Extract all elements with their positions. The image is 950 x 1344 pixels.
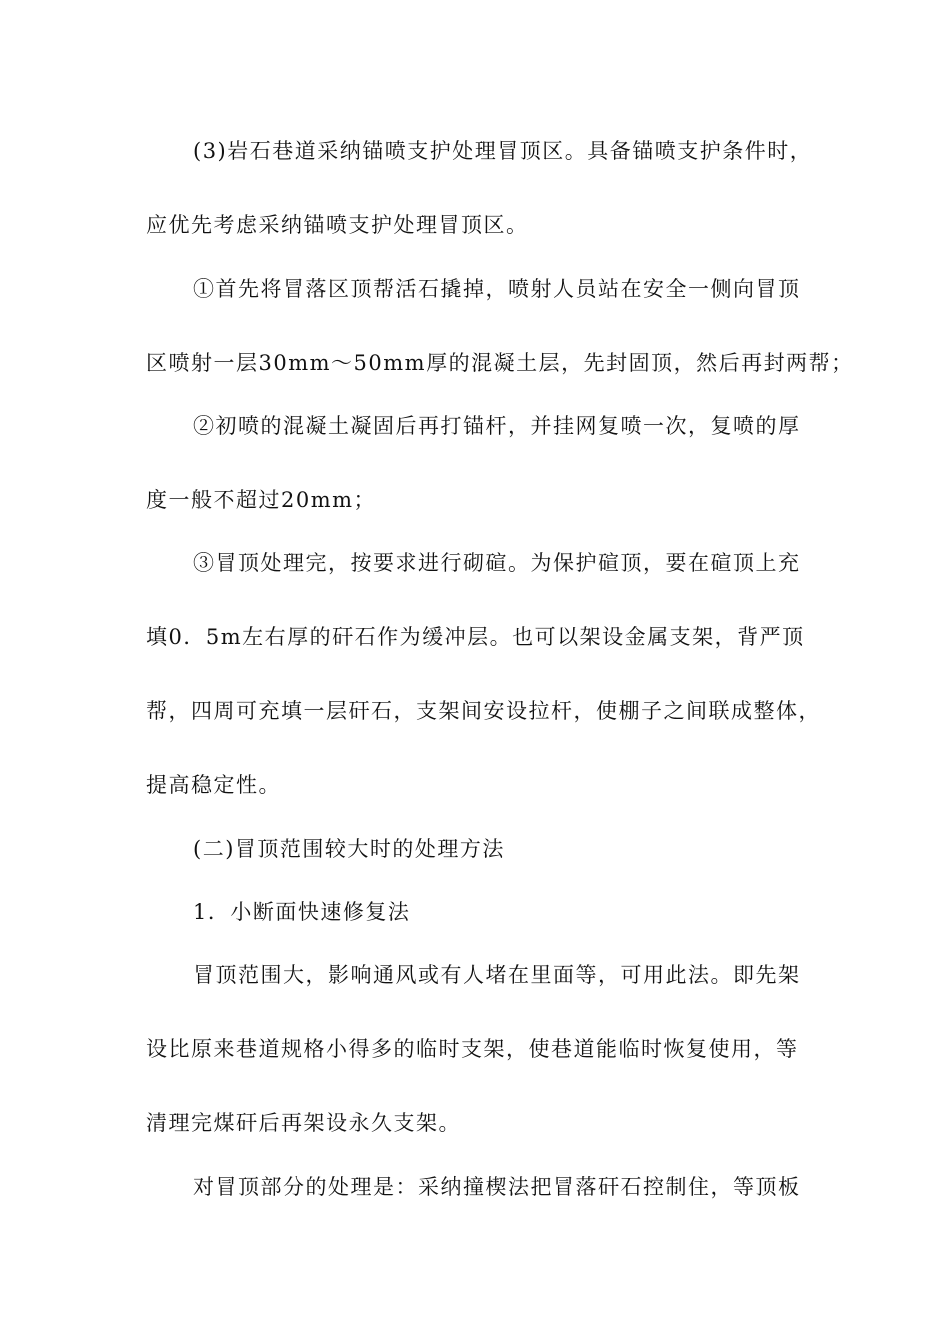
section-heading: (二)冒顶范围较大时的处理方法 <box>193 837 505 861</box>
text-line: ②初喷的混凝土凝固后再打锚杆，并挂网复喷一次，复喷的厚 <box>193 414 801 438</box>
text-line: 帮，四周可充填一层矸石，支架间安设拉杆，使棚子之间联成整体， <box>146 699 821 723</box>
text-line: ③冒顶处理完，按要求进行砌碹。为保护碹顶，要在碹顶上充 <box>193 551 801 575</box>
text-line: 冒顶范围大，影响通风或有人堵在里面等，可用此法。即先架 <box>193 963 801 987</box>
text-line: 设比原来巷道规格小得多的临时支架，使巷道能临时恢复使用，等 <box>146 1037 799 1061</box>
text-line: 提高稳定性。 <box>146 773 281 797</box>
text-line: (3)岩石巷道采纳锚喷支护处理冒顶区。具备锚喷支护条件时， <box>193 139 813 163</box>
text-line: 对冒顶部分的处理是：采纳撞楔法把冒落矸石控制住，等顶板 <box>193 1175 801 1199</box>
text-line: 清理完煤矸后再架设永久支架。 <box>146 1111 461 1135</box>
text-line: ①首先将冒落区顶帮活石撬掉，喷射人员站在安全一侧向冒顶 <box>193 277 801 301</box>
text-line: 填0．5m左右厚的矸石作为缓冲层。也可以架设金属支架，背严顶 <box>146 625 805 649</box>
text-line: 度一般不超过20mm； <box>146 488 377 512</box>
subsection-heading: 1．小断面快速修复法 <box>193 900 411 924</box>
text-line: 应优先考虑采纳锚喷支护处理冒顶区。 <box>146 213 529 237</box>
text-line: 区喷射一层30mm～50mm厚的混凝土层，先封固顶，然后再封两帮； <box>146 351 854 375</box>
